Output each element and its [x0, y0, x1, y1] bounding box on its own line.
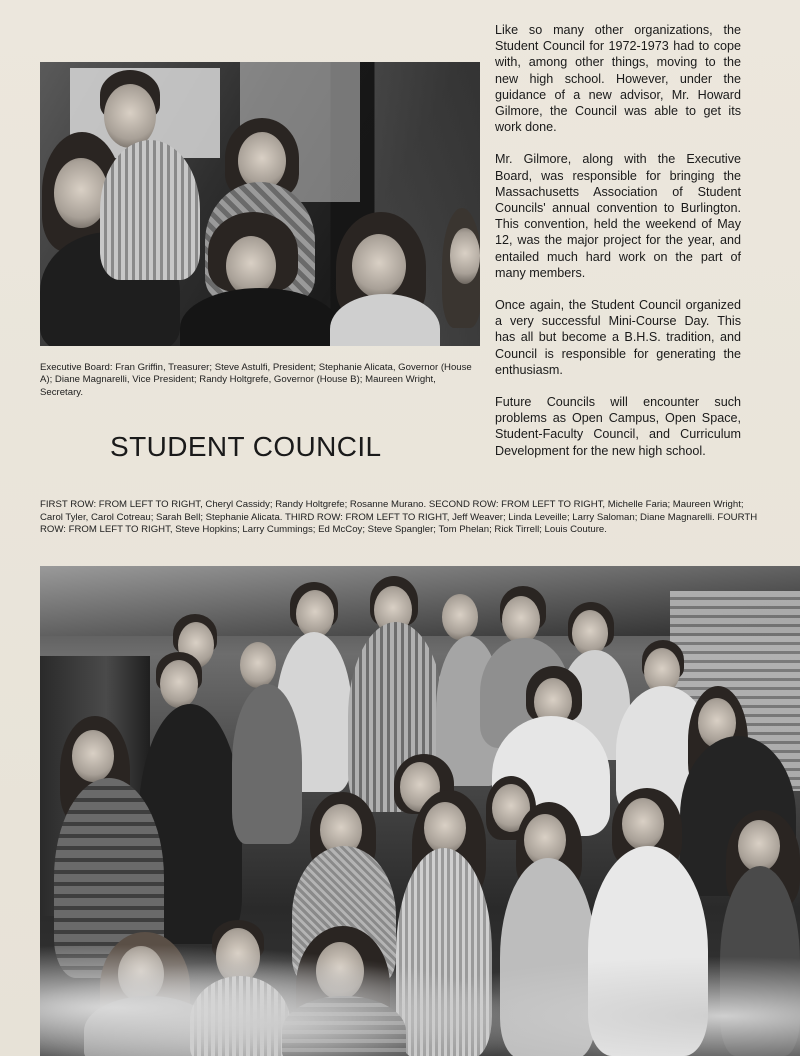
figure-head: [450, 228, 480, 284]
paragraph: Mr. Gilmore, along with the Executive Board, was responsible for bringing the Massachusetts Association of Student Councils' annual convention to Burlington. This convention, held the weekend of May 12, was the major project for the year, and entailed much hard work on the part of many members.: [495, 152, 741, 280]
figure-head: [240, 642, 276, 688]
student-council-group-photo: [40, 566, 800, 1056]
paragraph: Once again, the Student Council organized a very successful Mini-Course Day. This has all but become a B.H.S. tradition, and Council is responsible for generating the enthusiasm.: [495, 298, 741, 377]
figure-head: [738, 820, 780, 872]
executive-board-caption: Executive Board: Fran Griffin, Treasurer; Steve Astulfi, President; Stephanie Alicata, Governor (House A); Diane Magnarelli, Vice President; Randy Holtgrefe, Governor (House B); Maureen Wright, Secretary.: [40, 362, 472, 398]
figure-head: [622, 798, 664, 850]
figure-head: [296, 590, 334, 638]
paragraph: Like so many other organizations, the Student Council for 1972-1973 had to cope with, among other things, moving to the new high school. However, under the guidance of a new advisor, Mr. Howard Gilmore, the Council was able to get its work done.: [495, 23, 741, 135]
group-photo-caption: FIRST ROW: FROM LEFT TO RIGHT, Cheryl Cassidy; Randy Holtgrefe; Rosanne Murano. SECOND ROW: FROM LEFT TO RIGHT, Michelle Faria; Maureen Wright; Carol Tyler, Carol Cotreau; Sarah Bell; Stephanie Alicata. THIRD ROW: FROM LEFT TO RIGHT, Jeff Weaver; Linda Leveille; Larry Saloman; Diane Magnarelli. FOURTH ROW: FROM LEFT TO RIGHT, Steve Hopkins; Larry Cummings; Ed McCoy; Steve Spangler; Tom Phelan; Rick Tirrell; Louis Couture.: [40, 499, 758, 536]
foreground-rocks: [40, 896, 800, 1056]
figure-body: [100, 140, 200, 280]
figure-head: [442, 594, 478, 640]
figure-head: [160, 660, 198, 708]
figure-head: [502, 596, 540, 644]
executive-board-photo: [40, 62, 480, 346]
page-title: STUDENT COUNCIL: [110, 431, 382, 462]
figure-body: [232, 684, 302, 844]
figure-head: [424, 802, 466, 854]
figure-head: [104, 84, 156, 148]
paragraph: Future Councils will encounter such problems as Open Campus, Open Space, Student-Faculty Council, and Curriculum Development for the new high school.: [495, 395, 741, 458]
figure-head: [352, 234, 406, 298]
figure-head: [72, 730, 114, 782]
article-column: [495, 22, 741, 475]
figure-head: [226, 236, 276, 296]
figure-head: [572, 610, 608, 656]
